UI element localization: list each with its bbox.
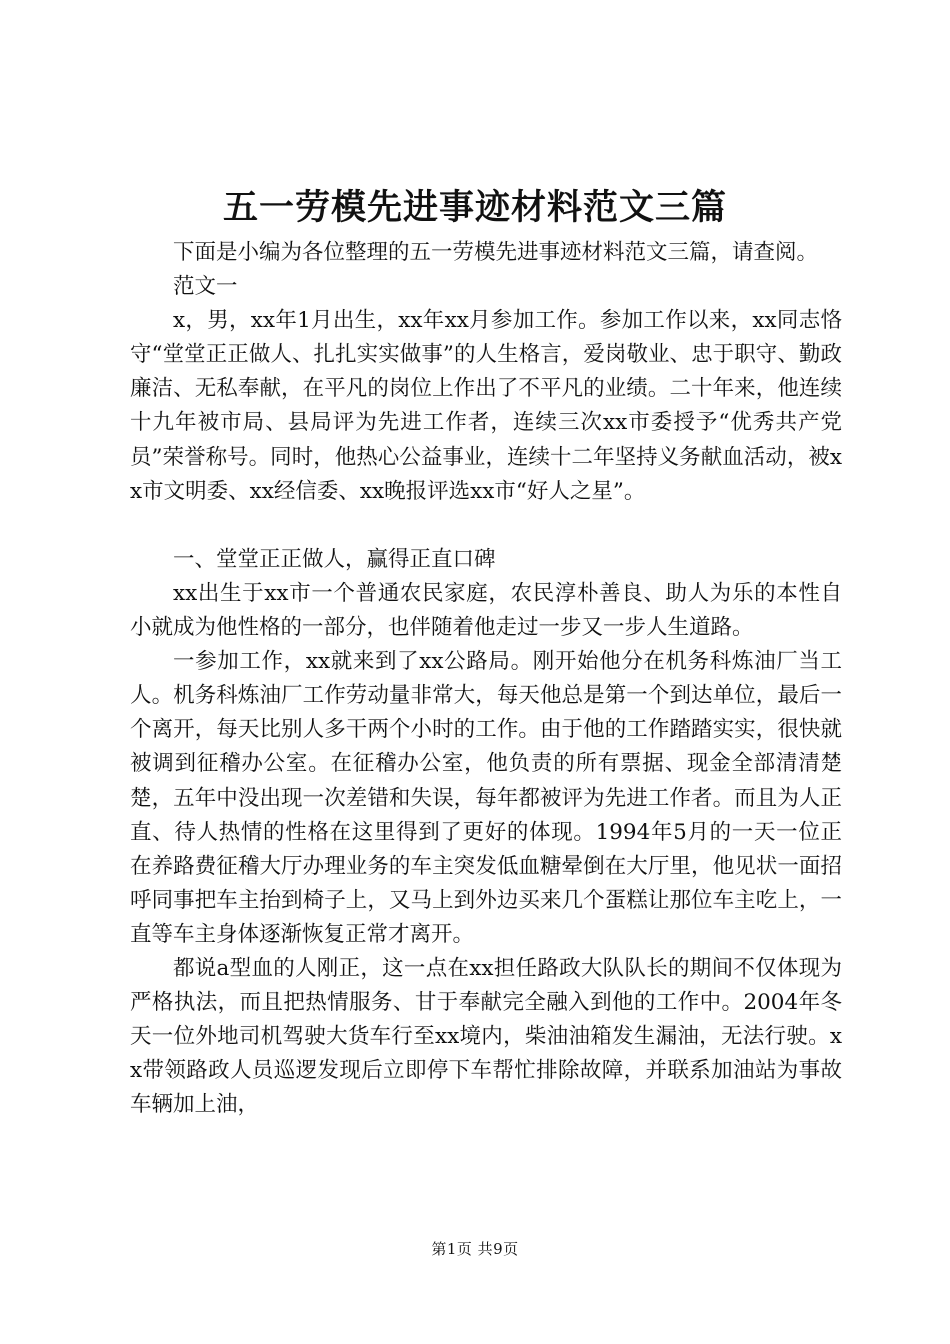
subsection-heading: 一、堂堂正正做人，赢得正直口碑 bbox=[173, 546, 496, 572]
section-heading-sample-one: 范文一 bbox=[173, 274, 238, 300]
page-footer: 第1页 共9页 bbox=[431, 1240, 519, 1258]
document-title: 五一劳模先进事迹材料范文三篇 bbox=[222, 187, 727, 228]
paragraph-spacer bbox=[130, 509, 842, 543]
profile-paragraph: x，男，xx年1月出生，xx年xx月参加工作。参加工作以来，xx同志恪守“堂堂正正做人、扎扎实实做事”的人生格言，爱岗敬业、忠于职守、勤政廉洁、无私奉献，在平凡的岗位上作出了不平凡的业绩。二十年来，他连续十九年被市局、县局评为先进工作者，连续三次xx市委授予“优秀共产党员”荣誉称号。同时，他热心公益事业，连续十二年坚持义务献血活动，被xx市文明委、xx经信委、xx晚报评选xx市“好人之星”。 bbox=[130, 308, 842, 504]
body-paragraph: 一参加工作，xx就来到了xx公路局。刚开始他分在机务科炼油厂当工人。机务科炼油厂工作劳动量非常大，每天他总是第一个到达单位，最后一个离开，每天比别人多干两个小时的工作。由于他的工作踏踏实实，很快就被调到征稽办公室。在征稽办公室，他负责的所有票据、现金全部清清楚楚，五年中没出现一次差错和失误，每年都被评为先进工作者。而且为人正直、待人热情的性格在这里得到了更好的体现。1994年5月的一天一位正在养路费征稽大厅办理业务的车主突发低血糖晕倒在大厅里，他见状一面招呼同事把车主抬到椅子上，又马上到外边买来几个蛋糕让那位车主吃上，一直等车主身体逐渐恢复正常才离开。 bbox=[130, 649, 842, 947]
body-paragraph: xx出生于xx市一个普通农民家庭，农民淳朴善良、助人为乐的本性自小就成为他性格的一部分，也伴随着他走过一步又一步人生道路。 bbox=[130, 580, 842, 641]
document-body bbox=[130, 236, 842, 1122]
body-paragraph: 都说a型血的人刚正，这一点在xx担任路政大队队长的期间不仅体现为严格执法，而且把热情服务、甘于奉献完全融入到他的工作中。2004年冬天一位外地司机驾驶大货车行至xx境内，柴油油箱发生漏油，无法行驶。xx带领路政人员巡逻发现后立即停下车帮忙排除故障，并联系加油站为事故车辆加上油， bbox=[130, 955, 842, 1118]
intro-paragraph: 下面是小编为各位整理的五一劳模先进事迹材料范文三篇，请查阅。 bbox=[173, 240, 819, 265]
